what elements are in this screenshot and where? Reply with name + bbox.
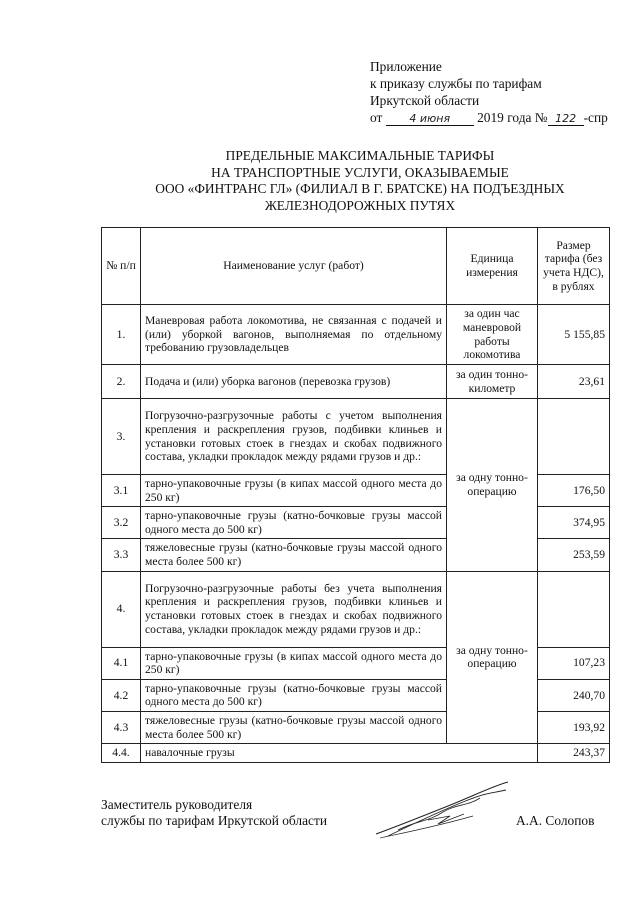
appendix-line-1: Приложение bbox=[370, 59, 442, 74]
header-name: Наименование услуг (работ) bbox=[141, 228, 447, 305]
tariff-table bbox=[101, 227, 610, 763]
row-num: 1. bbox=[102, 305, 141, 365]
table-row bbox=[102, 744, 610, 763]
row-unit: за одну тонно-операцию bbox=[447, 571, 538, 744]
row-price: 107,23 bbox=[538, 647, 610, 679]
table-row bbox=[102, 305, 610, 365]
signature-block bbox=[101, 797, 327, 829]
row-num: 2. bbox=[102, 365, 141, 399]
appendix-block bbox=[370, 58, 608, 126]
table-header-row bbox=[102, 228, 610, 305]
row-price: 253,59 bbox=[538, 539, 610, 571]
table-row bbox=[102, 571, 610, 647]
appendix-line-2: к приказу службы по тарифам bbox=[370, 76, 542, 91]
handwritten-signature bbox=[368, 776, 518, 846]
date-prefix: от bbox=[370, 110, 383, 125]
row-price: 243,37 bbox=[538, 744, 610, 763]
signer-position-line-2: службы по тарифам Иркутской области bbox=[101, 813, 327, 828]
signer-name: А.А. Солопов bbox=[516, 813, 595, 828]
order-number: 122 bbox=[548, 112, 584, 126]
row-name: тарно-упаковочные грузы (в кипах массой одного места до 250 кг) bbox=[141, 647, 447, 679]
row-price: 5 155,85 bbox=[538, 305, 610, 365]
row-price: 23,61 bbox=[538, 365, 610, 399]
row-unit: за одну тонно-операцию bbox=[447, 399, 538, 572]
row-num: 4.1 bbox=[102, 647, 141, 679]
order-suffix: -спр bbox=[583, 110, 608, 125]
title-line-1: ПРЕДЕЛЬНЫЕ МАКСИМАЛЬНЫЕ ТАРИФЫ bbox=[225, 148, 495, 163]
row-name: тарно-упаковочные грузы (катно-бочковые грузы массой одного места до 500 кг) bbox=[141, 679, 447, 711]
row-price bbox=[538, 571, 610, 647]
row-price: 193,92 bbox=[538, 711, 610, 743]
row-name: Подача и (или) уборка вагонов (перевозка грузов) bbox=[141, 365, 447, 399]
row-name: Маневровая работа локомотива, не связанная с подачей и (или) уборкой вагонов, выполняемая по отдельному требованию грузовладельцев bbox=[141, 305, 447, 365]
header-unit: Единица измерения bbox=[447, 228, 538, 305]
header-num: № п/п bbox=[102, 228, 141, 305]
row-num: 4. bbox=[102, 571, 141, 647]
row-num: 3.1 bbox=[102, 475, 141, 507]
row-name: Погрузочно-разгрузочные работы без учета выполнения крепления и раскрепления грузов, подбивки клиньев и установки готовых стоек в гнездах и скобах подвижного состава, укладки прокладок между рядами грузов и др.: bbox=[141, 571, 447, 647]
row-name: тарно-упаковочные грузы (катно-бочковые грузы массой одного места до 500 кг) bbox=[141, 507, 447, 539]
row-price bbox=[538, 399, 610, 475]
row-name: Погрузочно-разгрузочные работы с учетом выполнения крепления и раскрепления грузов, подбивки клиньев и установки готовых стоек в гнездах и скобах подвижного состава, укладки прокладок между рядами грузов и др.: bbox=[141, 399, 447, 475]
row-price: 176,50 bbox=[538, 475, 610, 507]
row-num: 4.2 bbox=[102, 679, 141, 711]
row-unit: за один тонно-километр bbox=[447, 365, 538, 399]
appendix-date-line bbox=[370, 109, 608, 126]
document-title bbox=[100, 148, 620, 214]
date-year: 2019 года № bbox=[477, 110, 548, 125]
title-line-4: ЖЕЛЕЗНОДОРОЖНЫХ ПУТЯХ bbox=[264, 197, 456, 213]
title-line-3: ООО «ФИНТРАНС ГЛ» (ФИЛИАЛ В Г. БРАТСКЕ) НА ПОДЪЕЗДНЫХ bbox=[155, 181, 565, 196]
date-day-month: 4 июня bbox=[386, 112, 474, 126]
title-line-2: НА ТРАНСПОРТНЫЕ УСЛУГИ, ОКАЗЫВАЕМЫЕ bbox=[211, 164, 509, 180]
table-row bbox=[102, 365, 610, 399]
row-name: тяжеловесные грузы (катно-бочковые грузы массой одного места более 500 кг) bbox=[141, 539, 447, 571]
table-row bbox=[102, 399, 610, 475]
row-num: 3.2 bbox=[102, 507, 141, 539]
signer-position-line-1: Заместитель руководителя bbox=[101, 797, 253, 812]
row-num: 4.4. bbox=[102, 744, 141, 763]
header-price: Размер тарифа (без учета НДС), в рублях bbox=[538, 228, 610, 305]
appendix-line-3: Иркутской области bbox=[370, 93, 480, 108]
row-price: 240,70 bbox=[538, 679, 610, 711]
row-num: 3. bbox=[102, 399, 141, 475]
row-num: 4.3 bbox=[102, 711, 141, 743]
row-num: 3.3 bbox=[102, 539, 141, 571]
row-name: тарно-упаковочные грузы (в кипах массой одного места до 250 кг) bbox=[141, 475, 447, 507]
row-unit: за один час маневровой работы локомотива bbox=[447, 305, 538, 365]
row-name: навалочные грузы bbox=[141, 744, 538, 763]
row-price: 374,95 bbox=[538, 507, 610, 539]
row-name: тяжеловесные грузы (катно-бочковые грузы массой одного места более 500 кг) bbox=[141, 711, 447, 743]
